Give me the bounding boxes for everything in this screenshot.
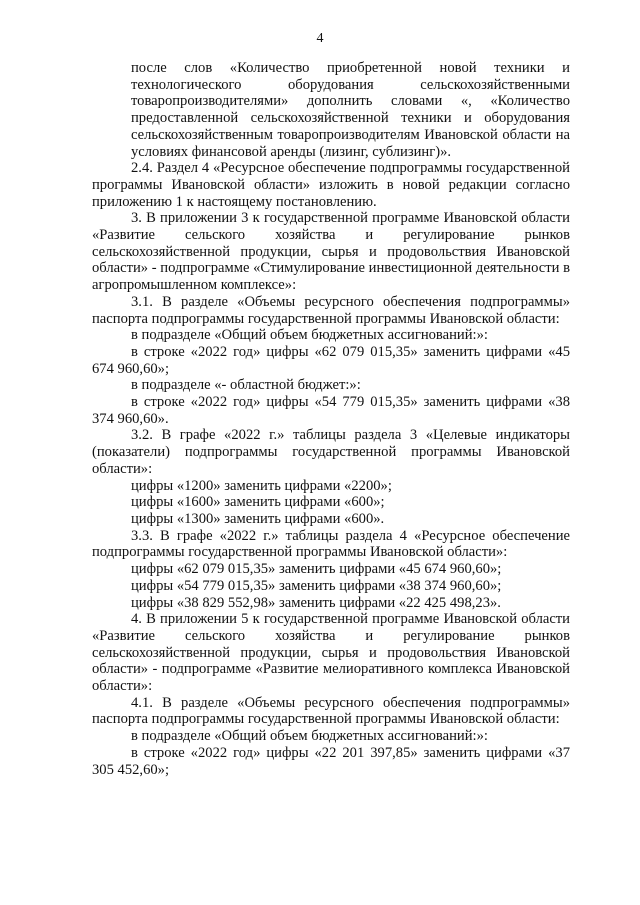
paragraph-2022-total: в строке «2022 год» цифры «62 079 015,35» заменить цифрами «45 674 960,60»; xyxy=(92,343,570,377)
paragraph-figures-1600: цифры «1600» заменить цифрами «600»; xyxy=(131,494,385,511)
paragraph-subsection-regional: в подразделе «- областной бюджет:»: xyxy=(131,377,361,394)
paragraph-4: 4. В приложении 5 к государственной программе Ивановской области «Развитие сельского хозяйства и регулирование рынков сельскохозяйственной продукции, сырья и продовольствия Ивановской области» - подпрограмме «Развитие мелиоративного комплекса Ивановской области»: xyxy=(92,611,570,695)
paragraph-3: 3. В приложении 3 к государственной программе Ивановской области «Развитие сельского хозяйства и регулирование рынков сельскохозяйственной продукции, сырья и продовольствия Ивановской области» - подпрограмме «Стимулирование инвестиционной деятельности в агропромышленном комплексе»: xyxy=(92,210,570,294)
paragraph-2022-total-2: в строке «2022 год» цифры «22 201 397,85» заменить цифрами «37 305 452,60»; xyxy=(92,744,570,778)
paragraph-figures-54779: цифры «54 779 015,35» заменить цифрами «38 374 960,60»; xyxy=(131,577,502,594)
paragraph-figures-1300: цифры «1300» заменить цифрами «600». xyxy=(131,510,385,527)
paragraph-3-3: 3.3. В графе «2022 г.» таблицы раздела 4 «Ресурсное обеспечение подпрограммы государственной программы Ивановской области»: xyxy=(92,527,570,561)
paragraph-2022-regional: в строке «2022 год» цифры «54 779 015,35» заменить цифрами «38 374 960,60». xyxy=(92,394,570,427)
paragraph-figures-1200: цифры «1200» заменить цифрами «2200»; xyxy=(131,477,392,494)
paragraph-4-1: 4.1. В разделе «Объемы ресурсного обеспечения подпрограммы» паспорта подпрограммы государственной программы Ивановской области: xyxy=(92,694,570,728)
paragraph-3-1: 3.1. В разделе «Объемы ресурсного обеспечения подпрограммы» паспорта подпрограммы государственной программы Ивановской области: xyxy=(92,293,570,327)
paragraph-subsection-total: в подразделе «Общий объем бюджетных ассигнований:»: xyxy=(131,327,488,344)
paragraph-figures-38829: цифры «38 829 552,98» заменить цифрами «22 425 498,23». xyxy=(131,594,501,611)
page-number: 4 xyxy=(316,31,324,46)
document-body xyxy=(92,60,570,778)
paragraph-subsection-total-2: в подразделе «Общий объем бюджетных ассигнований:»: xyxy=(131,728,488,745)
paragraph-3-2: 3.2. В графе «2022 г.» таблицы раздела 3 «Целевые индикаторы (показатели) подпрограммы государственной программы Ивановской области»: xyxy=(92,427,570,477)
paragraph-figures-62079: цифры «62 079 015,35» заменить цифрами «45 674 960,60»; xyxy=(131,561,502,578)
paragraph-2-4: 2.4. Раздел 4 «Ресурсное обеспечение подпрограммы государственной программы Ивановской области» изложить в новой редакции согласно приложению 1 к настоящему постановлению. xyxy=(92,160,570,210)
paragraph-after-words: после слов «Количество приобретенной новой техники и технологического оборудования сельскохозяйственными товаропроизводителями» дополнить словами «, «Количество предоставленной сельскохозяйственной техники и оборудования сельскохозяйственным товаропроизводителям Ивановской области на условиях финансовой аренды (лизинг, сублизинг)». xyxy=(131,60,570,160)
